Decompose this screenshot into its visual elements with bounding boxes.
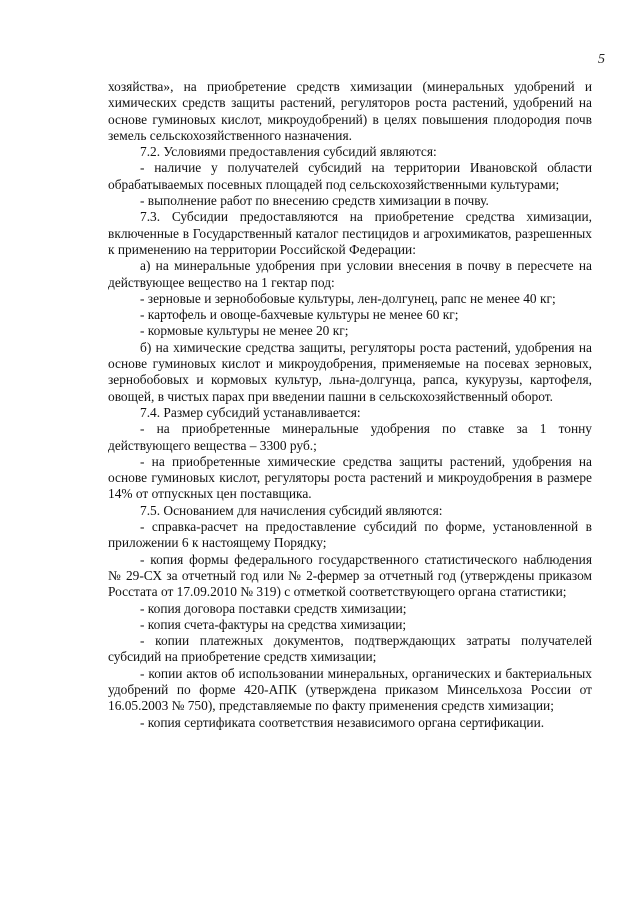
paragraph: - копия сертификата соответствия независимого органа сертификации. bbox=[140, 714, 545, 730]
paragraph: 7.4. Размер субсидий устанавливается: bbox=[140, 404, 361, 420]
paragraph: б) на химические средства защиты, регуляторы роста растений, удобрения на основе гуминовых кислот и микроудобрения, применяемые на посевах зерновых, зернобобовых и кормовых культур, льна-долгунца, рапса, кукурузы, картофеля, овощей, в чистых парах при введении пашни в сельскохозяйственный оборот. bbox=[108, 339, 592, 404]
document-body bbox=[108, 79, 592, 731]
paragraph: - кормовые культуры не менее 20 кг; bbox=[140, 323, 349, 339]
paragraph: - копия договора поставки средств химизации; bbox=[140, 600, 407, 616]
paragraph: 7.3. Субсидии предоставляются на приобретение средства химизации, включенные в Государственный каталог пестицидов и агрохимикатов, разрешенных к применению на территории Российской Федерации: bbox=[108, 209, 592, 257]
paragraph: - зерновые и зернобобовые культуры, лен-долгунец, рапс не менее 40 кг; bbox=[140, 290, 556, 306]
page-number: 5 bbox=[598, 52, 605, 67]
paragraph: хозяйства», на приобретение средств химизации (минеральных удобрений и химических средств защиты растений, регуляторов роста растений, удобрений на основе гуминовых кислот, микроудобрений) в целях повышения плодородия почв земель сельскохозяйственного назначения. bbox=[108, 79, 592, 143]
paragraph: - копии платежных документов, подтверждающих затраты получателей субсидий на приобретение средств химизации; bbox=[108, 633, 592, 665]
paragraph: - на приобретенные химические средства защиты растений, удобрения на основе гуминовых кислот, регуляторы роста растений и микроудобрения в размере 14% от отпускных цен поставщика. bbox=[108, 453, 592, 502]
paragraph: - копия счета-фактуры на средства химизации; bbox=[140, 616, 407, 632]
paragraph: - копия формы федерального государственного статистического наблюдения № 29-СХ за отчетный год или № 2-фермер за отчетный год (утверждены приказом Росстата от 17.09.2010 № 319) с отметкой соответствующего органа статистики; bbox=[108, 551, 592, 600]
paragraph: - копии актов об использовании минеральных, органических и бактериальных удобрений по форме 420-АПК (утверждена приказом Минсельхоза России от 16.05.2003 № 750), представляемые по факту применения средств химизации; bbox=[108, 665, 592, 714]
paragraph: - справка-расчет на предоставление субсидий по форме, установленной в приложении 6 к настоящему Порядку; bbox=[108, 519, 592, 551]
paragraph: - наличие у получателей субсидий на территории Ивановской области обрабатываемых посевных площадей под сельскохозяйственными культурами; bbox=[108, 160, 592, 192]
paragraph: - выполнение работ по внесению средств химизации в почву. bbox=[140, 193, 489, 209]
paragraph: - картофель и овоще-бахчевые культуры не менее 60 кг; bbox=[140, 307, 459, 323]
paragraph: 7.2. Условиями предоставления субсидий являются: bbox=[140, 144, 437, 160]
paragraph: а) на минеральные удобрения при условии внесения в почву в пересчете на действующее вещество на 1 гектар под: bbox=[108, 258, 592, 290]
paragraph: 7.5. Основанием для начисления субсидий являются: bbox=[140, 502, 443, 518]
paragraph: - на приобретенные минеральные удобрения по ставке за 1 тонну действующего вещества – 3300 руб.; bbox=[108, 421, 592, 453]
